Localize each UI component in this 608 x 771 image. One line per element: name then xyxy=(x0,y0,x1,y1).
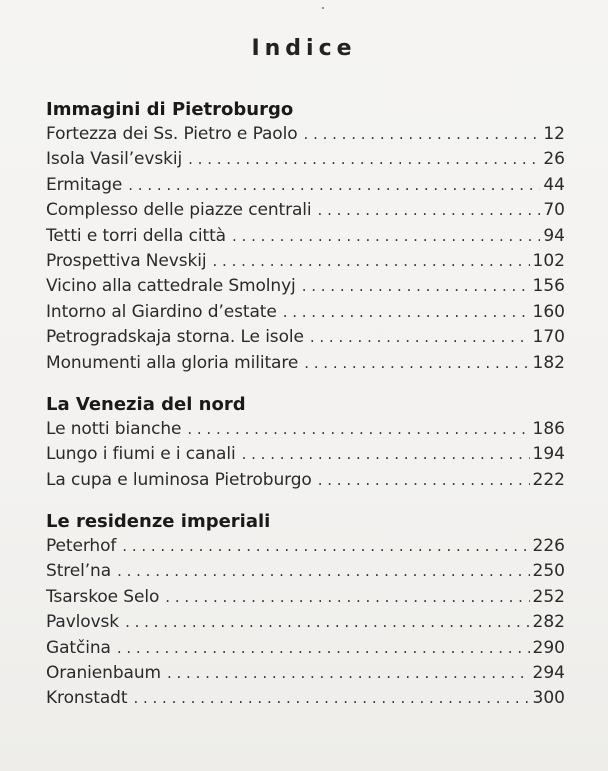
toc-entry xyxy=(46,534,565,559)
dot-leader xyxy=(165,585,529,610)
entry-page-number: 282 xyxy=(532,612,565,633)
toc-entry xyxy=(46,468,565,493)
entry-label: Tetti e torri della città xyxy=(46,225,226,246)
entry-page-number: 182 xyxy=(532,352,565,373)
toc-entry xyxy=(46,122,565,147)
page-title: Indice xyxy=(251,36,357,61)
toc-entry xyxy=(46,610,565,635)
entry-label: Complesso delle piazze centrali xyxy=(46,200,312,221)
entry-label: La cupa e luminosa Pietroburgo xyxy=(46,469,312,490)
toc-entry xyxy=(46,351,565,376)
entry-page-number: 300 xyxy=(532,688,565,709)
section-title: Le residenze imperiali xyxy=(46,511,271,533)
toc-entry xyxy=(46,325,565,350)
toc-entry xyxy=(46,224,565,249)
entry-label: Le notti bianche xyxy=(46,418,182,439)
dot-leader xyxy=(187,417,529,442)
entry-label: Ermitage xyxy=(46,174,123,195)
dot-leader xyxy=(117,636,530,661)
entry-label: Intorno al Giardino d’estate xyxy=(46,301,277,322)
dot-leader xyxy=(122,534,529,559)
dot-leader xyxy=(318,468,530,493)
toc-entry xyxy=(46,300,565,325)
dot-leader xyxy=(167,661,530,686)
entry-page-number: 226 xyxy=(532,536,565,557)
entry-page-number: 26 xyxy=(543,149,565,170)
toc-entry xyxy=(46,249,565,274)
entry-page-number: 156 xyxy=(532,276,565,297)
toc-entry xyxy=(46,417,565,442)
dot-leader xyxy=(117,559,529,584)
dot-leader xyxy=(304,351,529,376)
dot-leader xyxy=(310,325,530,350)
entry-label: Isola Vasil’evskij xyxy=(46,149,183,170)
dot-leader xyxy=(125,610,529,635)
dot-leader xyxy=(318,198,541,223)
section-title: La Venezia del nord xyxy=(46,393,246,415)
dot-leader xyxy=(302,274,530,299)
toc-section-residenze xyxy=(46,509,565,712)
entry-page-number: 44 xyxy=(543,174,565,195)
entry-label: Prospettiva Nevskij xyxy=(46,250,207,271)
entry-label: Peterhof xyxy=(46,536,117,557)
entry-label: Fortezza dei Ss. Pietro e Paolo xyxy=(46,124,298,144)
entry-label: Gatčina xyxy=(46,637,111,658)
toc-entry xyxy=(46,636,565,661)
entry-page-number: 250 xyxy=(532,561,565,582)
dot-leader xyxy=(213,249,530,274)
dot-leader xyxy=(242,442,530,467)
entry-label: Oranienbaum xyxy=(46,663,161,684)
entry-page-number: 222 xyxy=(532,469,565,490)
entry-label: Pavlovsk xyxy=(46,612,120,633)
toc-entry xyxy=(46,585,565,610)
toc-entry xyxy=(46,661,565,686)
entry-label: Kronstadt xyxy=(46,688,128,709)
paper-speck xyxy=(322,7,324,9)
entry-label: Lungo i fiumi e i canali xyxy=(46,444,236,465)
dot-leader xyxy=(283,300,530,325)
toc-entry xyxy=(46,147,565,172)
entry-label: Tsarskoe Selo xyxy=(46,586,160,607)
entry-page-number: 94 xyxy=(543,225,565,246)
table-of-contents xyxy=(46,97,565,712)
dot-leader xyxy=(133,686,529,711)
entry-page-number: 102 xyxy=(532,250,565,271)
toc-entry xyxy=(46,559,565,584)
entry-page-number: 290 xyxy=(532,637,565,658)
toc-entry xyxy=(46,686,565,711)
dot-leader xyxy=(232,224,540,249)
toc-section-venezia xyxy=(46,392,565,493)
entry-label: Strel’na xyxy=(46,561,112,582)
dot-leader xyxy=(128,173,540,198)
toc-entry xyxy=(46,173,565,198)
entry-label: Monumenti alla gloria militare xyxy=(46,352,299,373)
entry-page-number: 12 xyxy=(543,124,565,144)
entry-page-number: 186 xyxy=(532,418,565,439)
entry-label: Vicino alla cattedrale Smolnyj xyxy=(46,276,296,297)
entry-page-number: 294 xyxy=(532,663,565,684)
dot-leader xyxy=(188,147,540,172)
toc-section-immagini xyxy=(46,97,565,376)
entry-page-number: 70 xyxy=(543,200,565,221)
dot-leader xyxy=(304,122,541,147)
entry-page-number: 170 xyxy=(532,327,565,348)
toc-entry xyxy=(46,442,565,467)
entry-page-number: 252 xyxy=(532,586,565,607)
entry-page-number: 194 xyxy=(532,444,565,465)
entry-label: Petrogradskaja storna. Le isole xyxy=(46,327,304,348)
toc-entry xyxy=(46,274,565,299)
section-title: Immagini di Pietroburgo xyxy=(46,99,294,120)
toc-entry xyxy=(46,198,565,223)
entry-page-number: 160 xyxy=(532,301,565,322)
